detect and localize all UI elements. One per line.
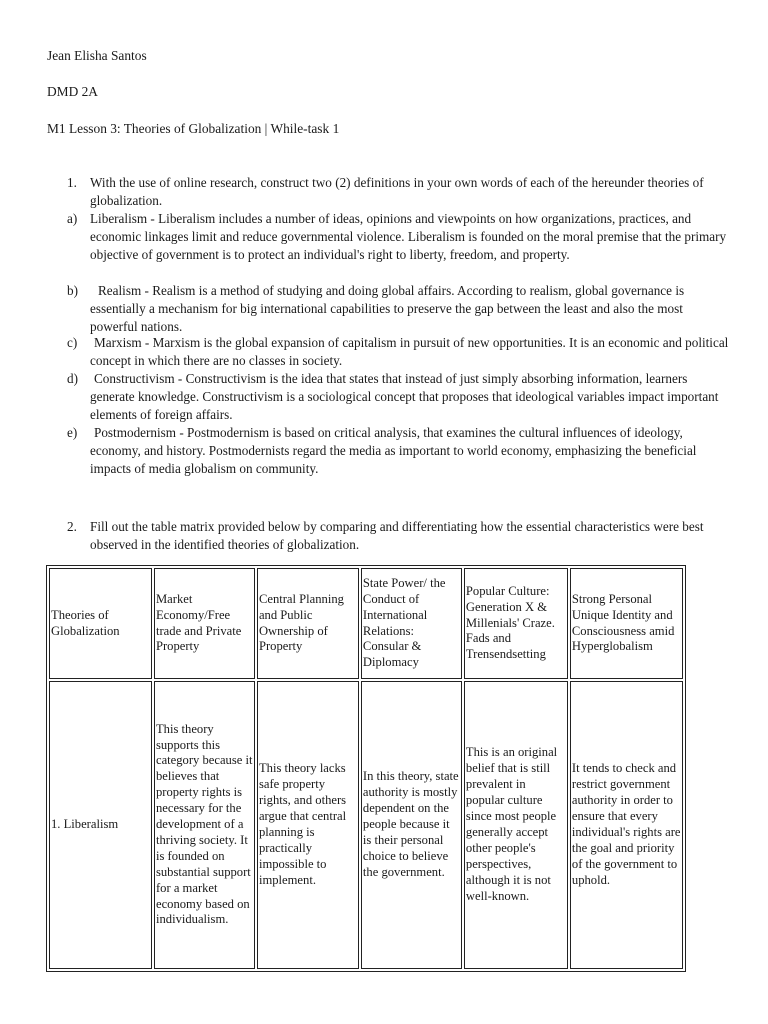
question-2-number: 2. <box>67 519 77 534</box>
item-c-marxism: Marxism - Marxism is the global expansion of capitalism in pursuit of new opportunities. It is an economic and political concept in which there are no classes in society. <box>90 335 729 368</box>
item-d-constructivism: Constructivism - Constructivism is the idea that states that instead of just simply absorbing information, learners generate knowledge. Constructivism is a sociological concept that proposes that ideological variables impact important elements of foreign affairs. <box>90 371 719 422</box>
author-name: Jean Elisha Santos <box>47 48 147 63</box>
item-b-realism: Realism - Realism is a method of studying and doing global affairs. According to realism, global governance is essentially a mechanism for big international capabilities to preserve the gap between the least and also the most powerful nations. <box>90 283 685 334</box>
item-e-postmodernism: Postmodernism - Postmodernism is based on critical analysis, that examines the cultural influences of ideology, economy, and history. Postmodernists regard the media as important to world economy, emphasizing the beneficial impacts of media globalism on community. <box>90 425 697 476</box>
header-central-planning: Central Planning and Public Ownership of Property <box>257 568 359 679</box>
question-1-text: With the use of online research, construct two (2) definitions in your own words of each of the hereunder theories of globalization. <box>90 175 704 208</box>
header-personal-identity: Strong Personal Unique Identity and Consciousness amid Hyperglobalism <box>570 568 683 679</box>
item-d-marker: d) <box>67 371 78 386</box>
item-a-liberalism: Liberalism - Liberalism includes a number of ideas, opinions and viewpoints on how organizations, practices, and economic linkages limit and reduce governmental violence. Liberalism is founded on the moral premise that the primary objective of government is to protect an individual's right to liberty, freedom, and property. <box>90 211 727 262</box>
item-e-marker: e) <box>67 425 78 440</box>
question-2-text: Fill out the table matrix provided below by comparing and differentiating how the essential characteristics were best observed in the identified theories of globalization. <box>90 519 704 552</box>
table-row <box>49 681 683 969</box>
header-popular-culture: Popular Culture: Generation X & Millenials' Craze. Fads and Trensendsetting <box>464 568 568 679</box>
lesson-title: M1 Lesson 3: Theories of Globalization | While-task 1 <box>47 121 340 136</box>
header-theories: Theories of Globalization <box>49 568 152 679</box>
cell-market-economy: This theory supports this category because it believes that property rights is necessary for the development of a thriving society. It is founded on substantial support for a market economy based on individualism. <box>154 681 255 969</box>
comparison-matrix <box>46 565 686 972</box>
item-a-marker: a) <box>67 211 78 226</box>
cell-personal-identity: It tends to check and restrict government authority in order to ensure that every individual's rights are the goal and priority of the government to uphold. <box>570 681 683 969</box>
cell-central-planning: This theory lacks safe property rights, and others argue that central planning is practically impossible to implement. <box>257 681 359 969</box>
item-c-marker: c) <box>67 335 78 350</box>
class-section: DMD 2A <box>47 84 98 99</box>
cell-popular-culture: This is an original belief that is still prevalent in popular culture since most people generally accept other people's perspectives, although it is not well-known. <box>464 681 568 969</box>
table-header-row <box>49 568 683 679</box>
item-b-marker: b) <box>67 283 78 298</box>
header-state-power: State Power/ the Conduct of International Relations: Consular & Diplomacy <box>361 568 462 679</box>
cell-state-power: In this theory, state authority is mostly dependent on the people because it is their personal choice to believe the government. <box>361 681 462 969</box>
cell-theory-name: 1. Liberalism <box>49 681 152 969</box>
question-1-number: 1. <box>67 175 77 190</box>
header-market-economy: Market Economy/Free trade and Private Property <box>154 568 255 679</box>
